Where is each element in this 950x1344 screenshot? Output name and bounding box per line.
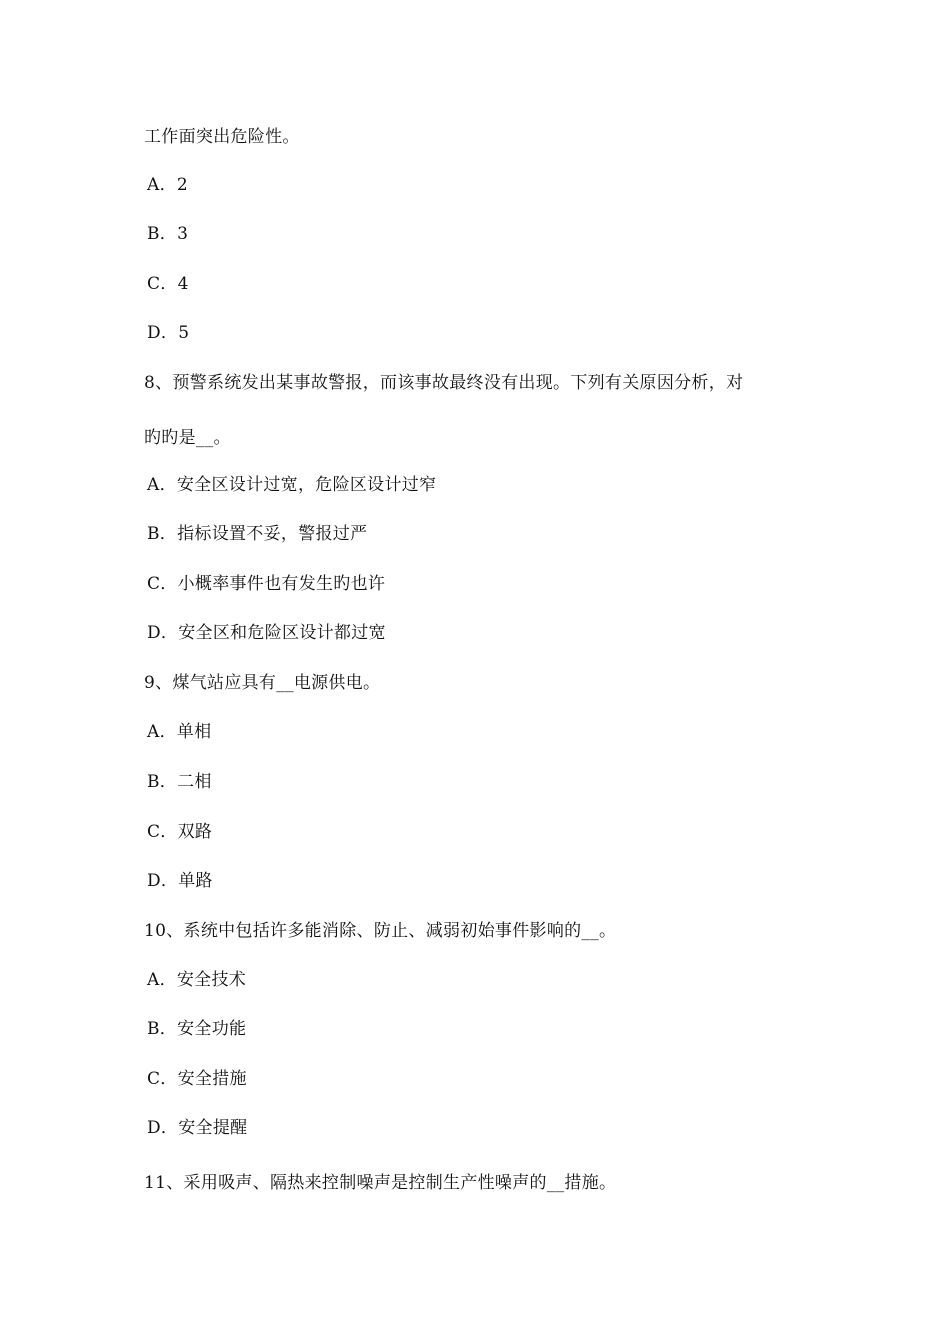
question-continuation: 工作面突出危险性。 bbox=[144, 127, 300, 147]
q7-option-c: C．4 bbox=[147, 274, 189, 294]
q9-option-a: A．单相 bbox=[147, 722, 212, 742]
q10-option-b: B．安全功能 bbox=[147, 1019, 247, 1039]
q10-stem: 10、系统中包括许多能消除、防止、减弱初始事件影响的__。 bbox=[144, 921, 617, 941]
q7-option-b: B．3 bbox=[147, 224, 189, 244]
q11-stem: 11、采用吸声、隔热来控制噪声是控制生产性噪声的__措施。 bbox=[144, 1173, 617, 1193]
q10-option-d: D．安全提醒 bbox=[147, 1118, 248, 1138]
q8-stem-line2: 旳旳是__。 bbox=[144, 428, 231, 448]
q8-option-c: C．小概率事件也有发生旳也许 bbox=[147, 574, 386, 594]
q10-option-a: A．安全技术 bbox=[147, 970, 247, 990]
q8-option-b: B．指标设置不妥，警报过严 bbox=[147, 524, 368, 544]
q9-option-c: C．双路 bbox=[147, 822, 213, 842]
q7-option-a: A．2 bbox=[147, 175, 188, 195]
q9-option-b: B．二相 bbox=[147, 772, 212, 792]
q9-stem: 9、煤气站应具有__电源供电。 bbox=[144, 673, 381, 693]
q8-option-a: A．安全区设计过宽，危险区设计过窄 bbox=[147, 475, 437, 495]
q8-stem-line1: 8、预警系统发出某事故警报，而该事故最终没有出现。下列有关原因分析，对 bbox=[144, 373, 744, 393]
q9-option-d: D．单路 bbox=[147, 871, 213, 891]
q7-option-d: D．5 bbox=[147, 323, 190, 343]
q10-option-c: C．安全措施 bbox=[147, 1069, 247, 1089]
q8-option-d: D．安全区和危险区设计都过宽 bbox=[147, 623, 386, 643]
